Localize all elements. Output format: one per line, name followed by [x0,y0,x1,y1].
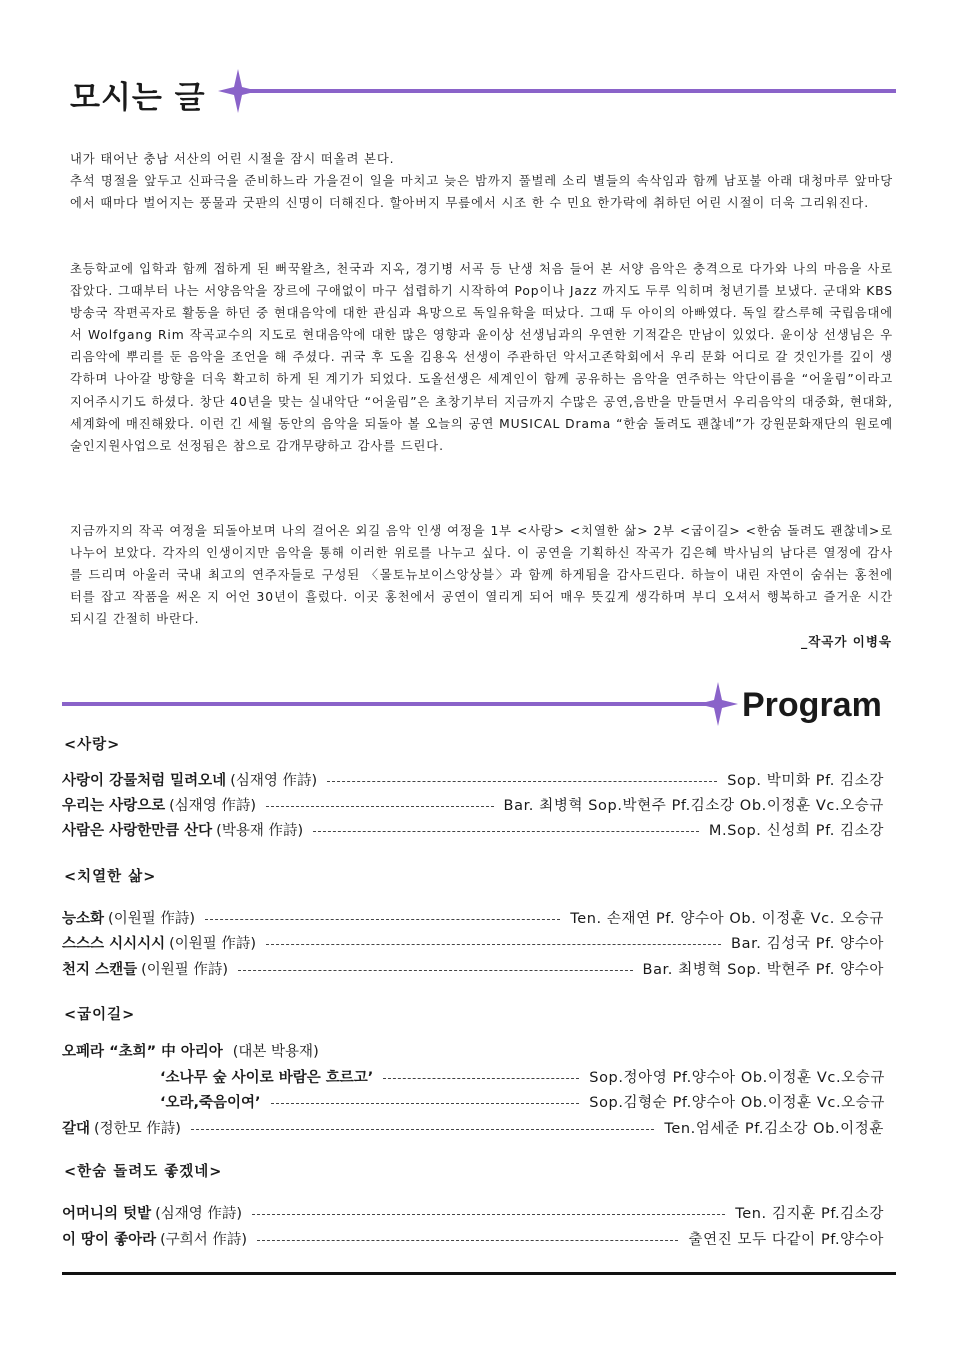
performers: Sop.정아영 Pf.양수아 Ob.이정훈 Vc.오승규 [589,1069,885,1086]
performers: Bar. 김성국 Pf. 양수아 [731,935,884,952]
librettist-note: (대본 박용재) [232,1043,319,1060]
intro-text: 지금까지의 작곡 여정을 되돌아보며 나의 걸어온 외길 음악 인생 여정을 1부 <사랑> <치열한 삶> 2부 <굽이길> <한숨 돌려도 괜찮네>로 나누어 보았다. 각자의 인생이지만 음악을 통해 이러한 위로를 나누고 싶다. 이 공연을 기획하신 작곡가 김은혜 박사님의 남다른 열정에 감사를 드리며 아울러 국내 최고의 연주자들로 구성된 〈몰토뉴보이스앙상블〉과 함께 하게됨을 감사드린다. 하늘이 내린 자연이 숨쉬는 홍천에 터를 잡고 작품을 써온 지 어언 30년이 흘렀다. 이곳 홍천에서 공연이 열리게 되어 매우 뜻깊게 생각하며 부디 오셔서 행복하고 즐거운 시간 되시길 간절히 바란다. [70,524,893,627]
title-divider [232,89,896,93]
dashed-leader [257,1240,678,1241]
intro-paragraph-2 [70,258,893,457]
lyricist-note: (박용재 作詩) [216,822,304,839]
performers: Ten. 김지훈 Pf.김소강 [735,1205,884,1222]
dashed-leader [266,944,721,945]
program-item [62,957,884,979]
dashed-leader [238,970,632,971]
program-item [62,768,884,790]
piece-title: 능소화 [62,910,105,927]
performers: Ten.엄세준 Pf.김소강 Ob.이정훈 [664,1120,884,1137]
piece-title: 어머니의 텃밭 [62,1205,152,1222]
lyricist-note: (이원필 作詩) [169,935,257,952]
performers: Sop.김형순 Pf.양수아 Ob.이정훈 Vc.오승규 [589,1094,885,1111]
performers: Bar. 최병혁 Sop. 박현주 Pf. 양수아 [642,961,884,978]
intro-paragraph-3 [70,520,893,630]
piece-title: 갈대 [62,1120,91,1137]
dashed-leader [266,806,493,807]
program-item [62,1201,884,1223]
piece-title: 사랑이 강물처럼 밀려오네 [62,772,227,789]
piece-title: 이 땅이 좋아라 [62,1231,157,1248]
dashed-leader [313,831,699,832]
piece-title: 우리는 사랑으로 [62,797,166,814]
lyricist-note: (정한모 作詩) [94,1120,181,1137]
piece-title: 사람은 사랑한만큼 산다 [62,822,213,839]
program-item [62,818,884,840]
program-item [62,931,884,953]
intro-text: 초등학교에 입학과 함께 접하게 된 뻐꾹왈츠, 천국과 지옥, 경기병 서곡 등 난생 처음 들어 본 서양 음악은 충격으로 다가와 나의 마음을 사로잡았다. 그때부터 나는 서양음악을 장르에 구애없이 마구 섭렵하기 시작하여 Pop이나 Jazz 까지도 두루 익히며 청년기를 보냈다. 군대와 KBS 방송국 작편곡자로 활동을 하던 중 현대음악에 대한 관심과 욕망으로 독일유학을 떠났다. 그때 두 아이의 아빠였다. 독일 칼스루헤 국립음대에서 Wolfgang Rim 작곡교수의 지도로 현대음악에 대한 많은 영향과 윤이상 선생님과의 우연한 기적같은 만남이 있었다. 윤이상 선생님은 우리음악에 뿌리를 둔 음악을 조언을 해 주셨다. 귀국 후 도올 김용옥 선생이 주관하던 악서고존학회에서 우리 문화 어디로 갈 것인가를 깊이 생각하며 나아갈 방향을 더욱 확고히 하게 된 계기가 되었다. 도올선생은 세계인이 함께 공유하는 음악을 연주하는 악단이름을 “어울림”이라고 지어주시기도 하셨다. 창단 40년을 맞는 실내악단 “어울림”은 초창기부터 지금까지 수많은 공연,음반을 만들면서 우리음악의 대중화, 현대화, 세계화에 매진해왔다. 이런 긴 세월 동안의 음악을 되돌아 볼 오늘의 공연 MUSICAL Drama “한숨 돌려도 괜찮네”가 강원문화재단의 원로예술인지원사업으로 선정됨은 참으로 감개무량하고 감사를 드린다. [70,262,893,453]
dashed-leader [383,1078,579,1079]
composer-signature: _작곡가 이병욱 [800,634,892,649]
section-heading: <사랑> [64,737,121,753]
performers: M.Sop. 신성희 Pf. 김소강 [708,822,884,839]
lyricist-note: (이원필 作詩) [141,961,229,978]
piece-title: 천지 스캔들 [62,961,138,978]
opera-heading [62,1039,884,1061]
lyricist-note: (심재영 作詩) [155,1205,243,1222]
aria-title: ‘소나무 숲 사이로 바람은 흐르고’ [160,1069,374,1086]
piece-title: 오페라 “초희” 中 아리아 [62,1043,223,1060]
aria-item [160,1090,885,1112]
lyricist-note: (심재영 作詩) [230,772,318,789]
program-item [62,906,884,928]
dashed-leader [252,1214,725,1215]
dashed-leader [327,781,717,782]
program-divider [62,702,716,706]
program-item [62,1227,884,1249]
performers: 출연진 모두 다같이 Pf.양수아 [688,1231,884,1248]
bottom-divider [62,1272,896,1275]
page-title: 모시는 글 [70,80,206,116]
performers: Bar. 최병혁 Sop.박현주 Pf.김소강 Ob.이정훈 Vc.오승규 [503,797,884,814]
dashed-leader [271,1103,580,1104]
lyricist-note: (구희서 作詩) [160,1231,248,1248]
section-heading: <굽이길> [64,1007,136,1023]
sparkle-icon [698,682,738,726]
section-heading: <한숨 돌려도 좋겠네> [64,1164,223,1180]
aria-title: ‘오라,죽음이여’ [160,1094,261,1111]
dashed-leader [191,1129,654,1130]
lyricist-note: (심재영 作詩) [169,797,257,814]
sparkle-icon [218,69,258,113]
lyricist-note: (이원필 作詩) [108,910,195,927]
performers: Sop. 박미화 Pf. 김소강 [727,772,884,789]
piece-title: 스스스 시시시시 [62,935,166,952]
performers: Ten. 손재연 Pf. 양수아 Ob. 이정훈 Vc. 오승규 [570,910,884,927]
section-heading: <치열한 삶> [64,869,157,885]
program-item [62,793,884,815]
intro-line: 추석 명절을 앞두고 신파극을 준비하느라 가을걷이 일을 마치고 늦은 밤까지 풀벌레 소리 별들의 속삭임과 함께 남포불 아래 대청마루 앞마당에서 때마다 벌어지는 풍물과 굿판의 신명이 더해진다. 할아버지 무릎에서 시조 한 수 민요 한가락에 취하던 어린 시절이 더욱 그리워진다. [70,174,893,211]
intro-line: 내가 태어난 충남 서산의 어린 시절을 잠시 떠올려 본다. [70,152,395,166]
dashed-leader [205,919,560,920]
intro-paragraph-1 [70,148,893,214]
aria-item [160,1065,885,1087]
program-title: Program [742,686,882,724]
program-item [62,1116,884,1138]
